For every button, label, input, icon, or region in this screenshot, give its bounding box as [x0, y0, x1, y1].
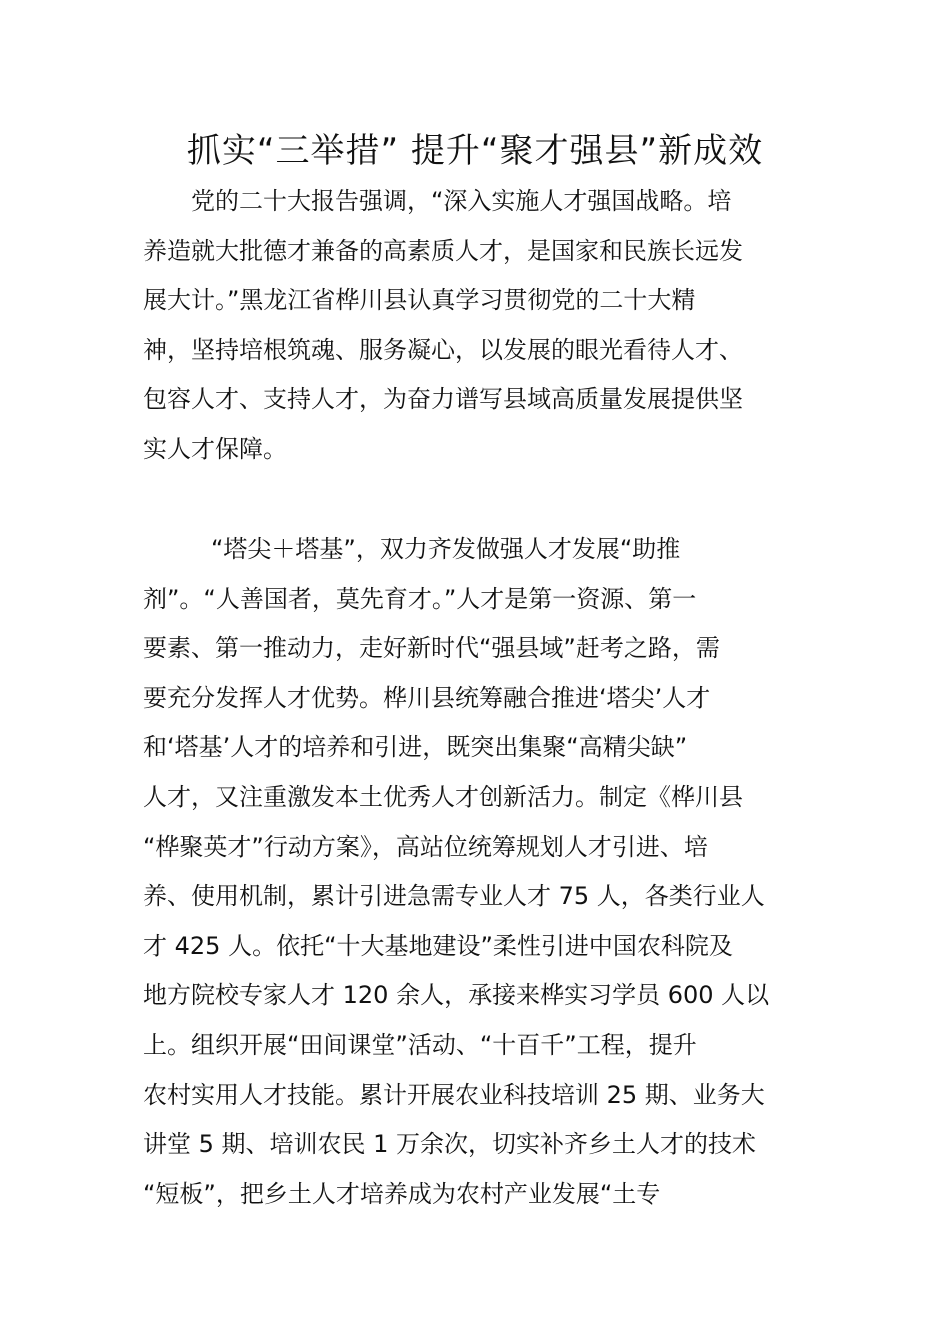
paragraph-line: 讲堂 5 期、培训农民 1 万余次，切实补齐乡土人才的技术 [143, 1130, 757, 1159]
paragraph-intro [143, 177, 809, 475]
paragraph-line: 地方院校专家人才 120 余人，承接来桦实习学员 600 人以 [143, 981, 770, 1010]
paragraph-line: 党的二十大报告强调，“深入实施人才强国战略。培 [191, 187, 732, 215]
paragraph-talent-tower [143, 525, 809, 1219]
paragraph-line: 剂”。“人善国者，莫先育才。”人才是第一资源、第一 [143, 584, 697, 613]
paragraph-line: 农村实用人才技能。累计开展农业科技培训 25 期、业务大 [143, 1080, 765, 1109]
paragraph-line: 包容人才、支持人才，为奋力谱写县域高质量发展提供坚 [143, 385, 743, 414]
paragraph-line: 神，坚持培根筑魂、服务凝心，以发展的眼光看待人才、 [143, 335, 743, 364]
paragraph-line: 养、使用机制，累计引进急需专业人才 75 人，各类行业人 [143, 882, 765, 911]
paragraph-line: 实人才保障。 [143, 434, 287, 463]
paragraph-line: 要素、第一推动力，走好新时代“强县域”赶考之路，需 [143, 634, 720, 663]
paragraph-line: 人才，又注重激发本土优秀人才创新活力。制定《桦川县 [143, 782, 743, 811]
paragraph-line: “塔尖＋塔基”，双力齐发做强人才发展“助推 [211, 535, 681, 563]
document-title: 抓实“三举措” 提升“聚才强县”新成效 [186, 131, 764, 171]
paragraph-line: “桦聚英才”行动方案》，高站位统筹规划人才引进、培 [143, 832, 708, 861]
paragraph-line: 上。组织开展“田间课堂”活动、“十百千”工程，提升 [143, 1030, 697, 1059]
paragraph-line: 和‘塔基’人才的培养和引进，既突出集聚“高精尖缺” [143, 733, 688, 762]
paragraph-line: 才 425 人。依托“十大基地建设”柔性引进中国农科院及 [143, 931, 733, 960]
paragraph-line: “短板”，把乡土人才培养成为农村产业发展“土专 [143, 1179, 661, 1208]
paragraph-line: 要充分发挥人才优势。桦川县统筹融合推进‘塔尖’人才 [143, 683, 711, 712]
paragraph-line: 养造就大批德才兼备的高素质人才，是国家和民族长远发 [143, 236, 743, 265]
paragraph-line: 展大计。”黑龙江省桦川县认真学习贯彻党的二十大精 [143, 286, 696, 315]
